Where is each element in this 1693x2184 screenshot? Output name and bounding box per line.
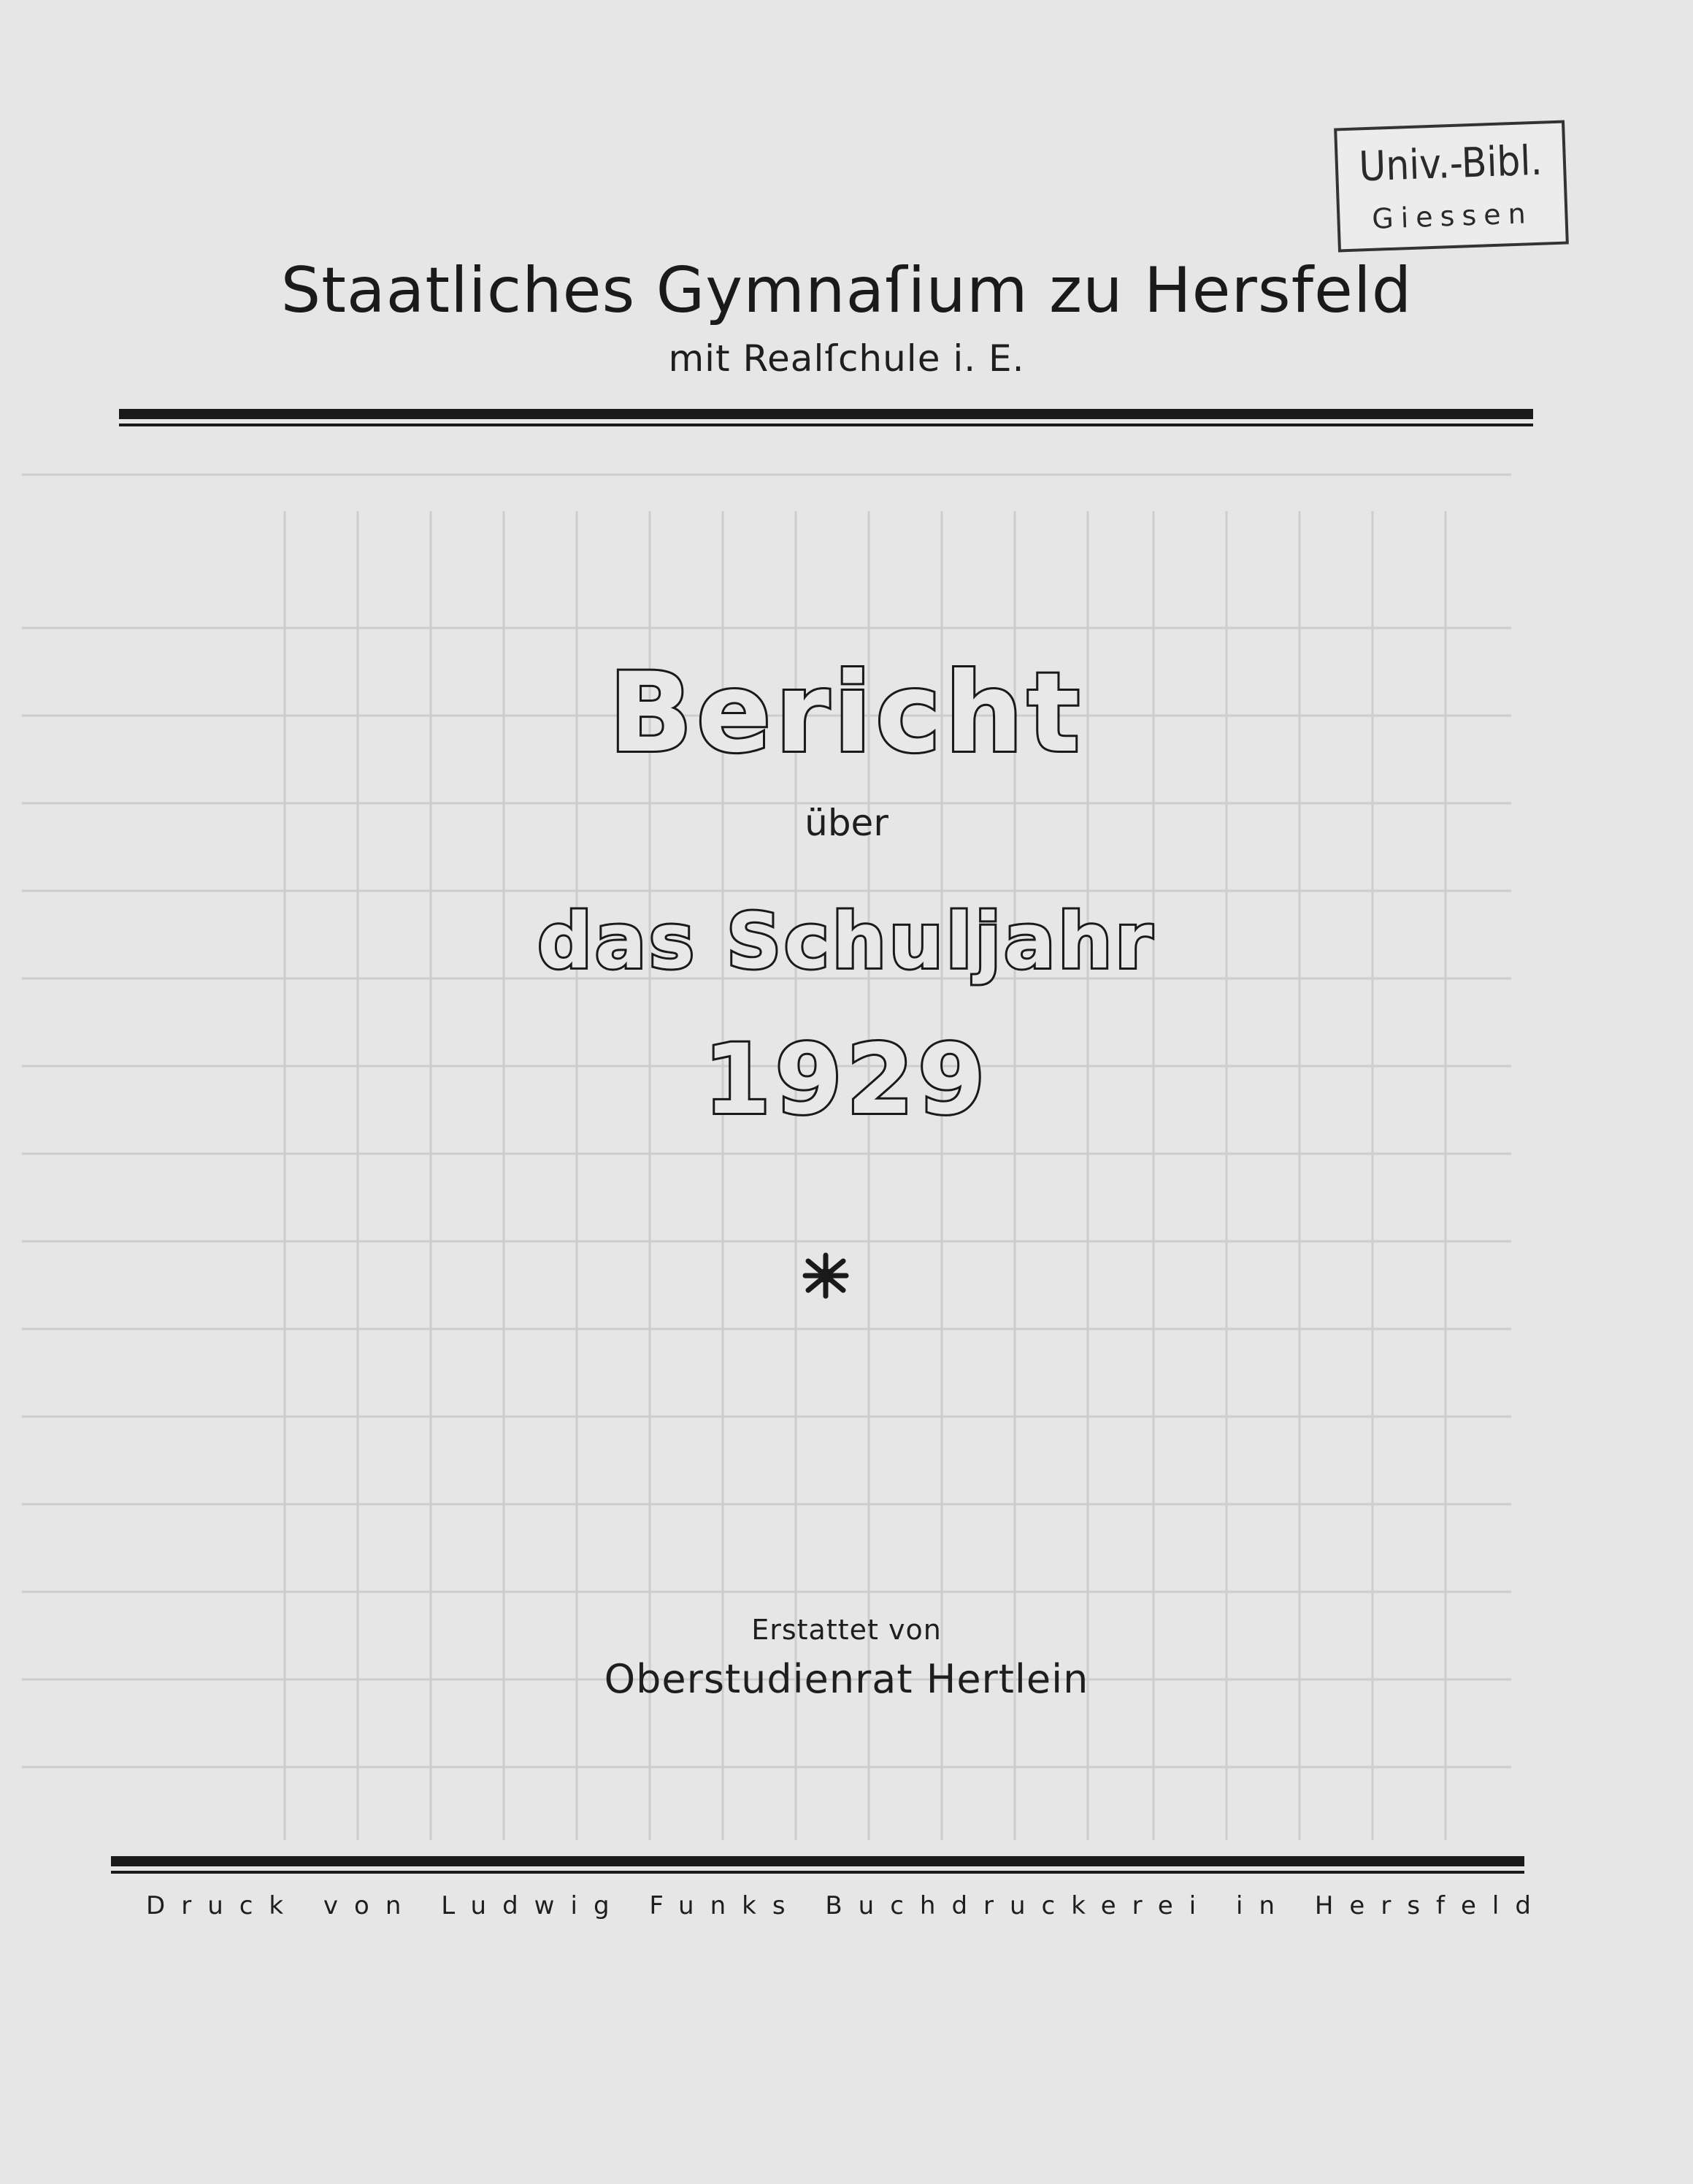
title-subject: das Schuljahr [537,897,1156,986]
bottom-rule-thin [111,1871,1524,1874]
top-rule-thick [119,409,1533,419]
school-name: Staatliches Gymnaſium zu Hersfeld [280,254,1413,327]
library-stamp [1334,120,1569,253]
asterisk-star-icon [802,1252,849,1299]
author-name: Oberstudienrat Hertlein [604,1656,1089,1702]
bottom-rule-thick [111,1856,1524,1866]
stamp-line-city: Giessen [1371,197,1534,235]
stamp-line-library: Univ.-Bibl. [1358,137,1543,191]
top-rule-thin [119,424,1533,426]
title-main: Bericht [609,650,1084,777]
report-by-label: Erstattet von [751,1614,942,1646]
title-year: 1929 [703,1024,990,1136]
printer-imprint: Druck von Ludwig Funks Buchdruckerei in Hersfeld [146,1891,1547,1920]
title-connector: über [805,802,888,844]
school-subtitle: mit Realſchule i. E. [668,337,1025,380]
